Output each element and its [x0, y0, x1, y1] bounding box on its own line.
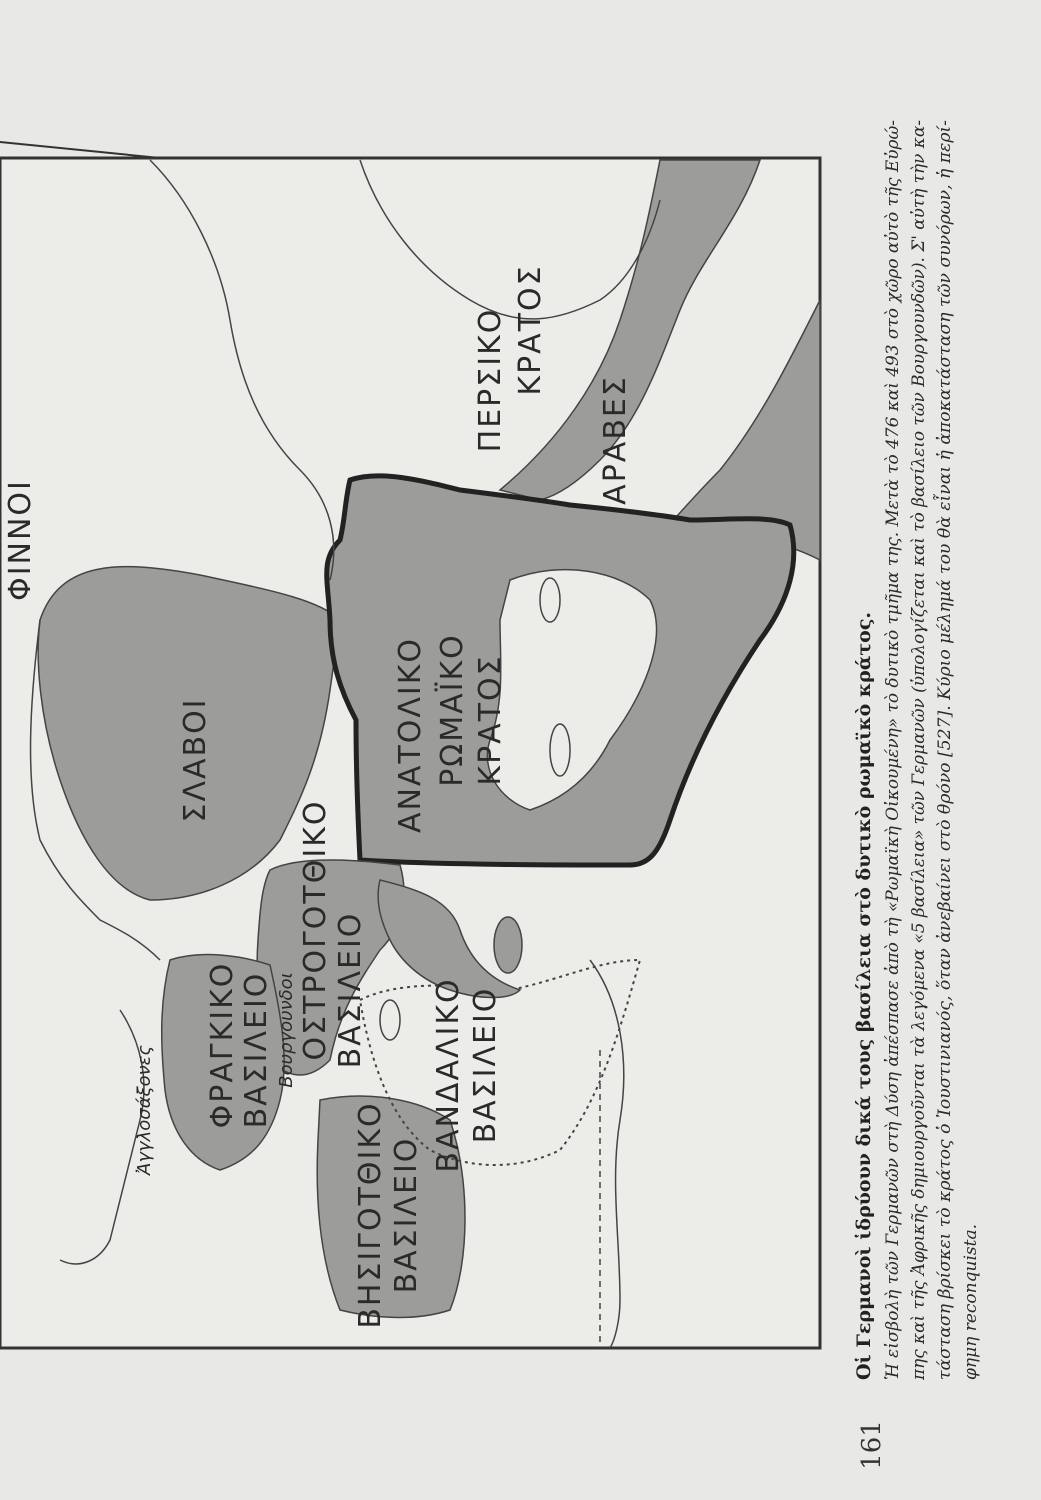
island-cyprus — [540, 578, 560, 622]
label-vourgoundoi: Βουργουνδοι — [276, 972, 297, 1088]
label-persiko-1: ΠΕΡΣΙΚΟ — [473, 307, 508, 453]
label-slavoi: ΣΛΑΒΟΙ — [178, 697, 213, 823]
label-finnoi: ΦΙΝΝΟΙ — [3, 479, 38, 601]
island-sardinia — [380, 1000, 400, 1040]
label-ostrogotthiko-1: ΟΣΤΡΟΓΟΤΘΙΚΟ — [298, 799, 333, 1061]
page-number: 161 — [857, 1420, 887, 1470]
caption-line-1: Ἡ εἰσβολὴ τῶν Γερμανῶν στὴ Δύση ἀπέσπασε ἀπὸ τὴ «Ρωμαϊκὴ Οἰκουμένη» τὸ δυτικὸ τμῆμα της. Μετὰ τὸ 476 καὶ 493 στὸ χῶρο αὐτὸ τῆς Εὐρώ- — [883, 113, 903, 1380]
label-vandaliko-2: ΒΑΣΙΛΕΙΟ — [468, 986, 503, 1144]
caption-line-3: τάσταση βρίσκει τὸ κράτος ὁ Ἰουστινιανός, ὅταν ἀνεβαίνει στὸ θρόνο [527]. Κύριο μέλημά του θὰ εἶναι ἡ ἀποκατάσταση τῶν συνόρων, ἡ περί- — [935, 134, 955, 1380]
label-visigotthiko-1: ΒΗΣΙΓΟΤΘΙΚΟ — [353, 1101, 388, 1329]
caption-title: Οἱ Γερμανοὶ ἱδρύουν δικά τους βασίλεια στὸ δυτικὸ ρωμαϊκὸ κράτος. — [853, 611, 875, 1380]
label-persiko-2: ΚΡΑΤΟΣ — [513, 264, 548, 396]
label-araves: ΑΡΑΒΕΣ — [598, 375, 633, 505]
island-crete — [550, 724, 570, 776]
caption-line-4: φημη reconquista. — [961, 1224, 981, 1380]
label-visigotthiko-2: ΒΑΣΙΛΕΙΟ — [389, 1136, 424, 1294]
label-anatoliko-2: ΡΩΜΑΪΚΟ — [435, 633, 470, 787]
label-fragkiko-1: ΦΡΑΓΚΙΚΟ — [205, 961, 240, 1129]
label-anatoliko-1: ΑΝΑΤΟΛΙΚΟ — [393, 636, 428, 834]
label-aggloxaxones: Ἀγγλοσάξονες — [134, 1045, 155, 1175]
map-top-edge — [0, 142, 160, 158]
label-anatoliko-3: ΚΡΑΤΟΣ — [473, 654, 508, 786]
label-ostrogotthiko-2: ΒΑΣΙΛΕΙΟ — [333, 911, 368, 1069]
label-fragkiko-2: ΒΑΣΙΛΕΙΟ — [239, 971, 274, 1129]
island-sicily — [494, 917, 522, 973]
caption-line-2: πης καὶ τῆς Ἀφρικῆς δημιουργοῦνται τὰ λεγόμενα «5 βασίλεια» τῶν Γερμανῶν (ὑπολογίζεται καὶ τὸ βασίλειο τῶν Βουργουνδῶν). Σ' αὐτὴ τὴν κα- — [909, 111, 929, 1380]
label-vandaliko-1: ΒΑΝΔΑΛΙΚΟ — [431, 977, 466, 1173]
